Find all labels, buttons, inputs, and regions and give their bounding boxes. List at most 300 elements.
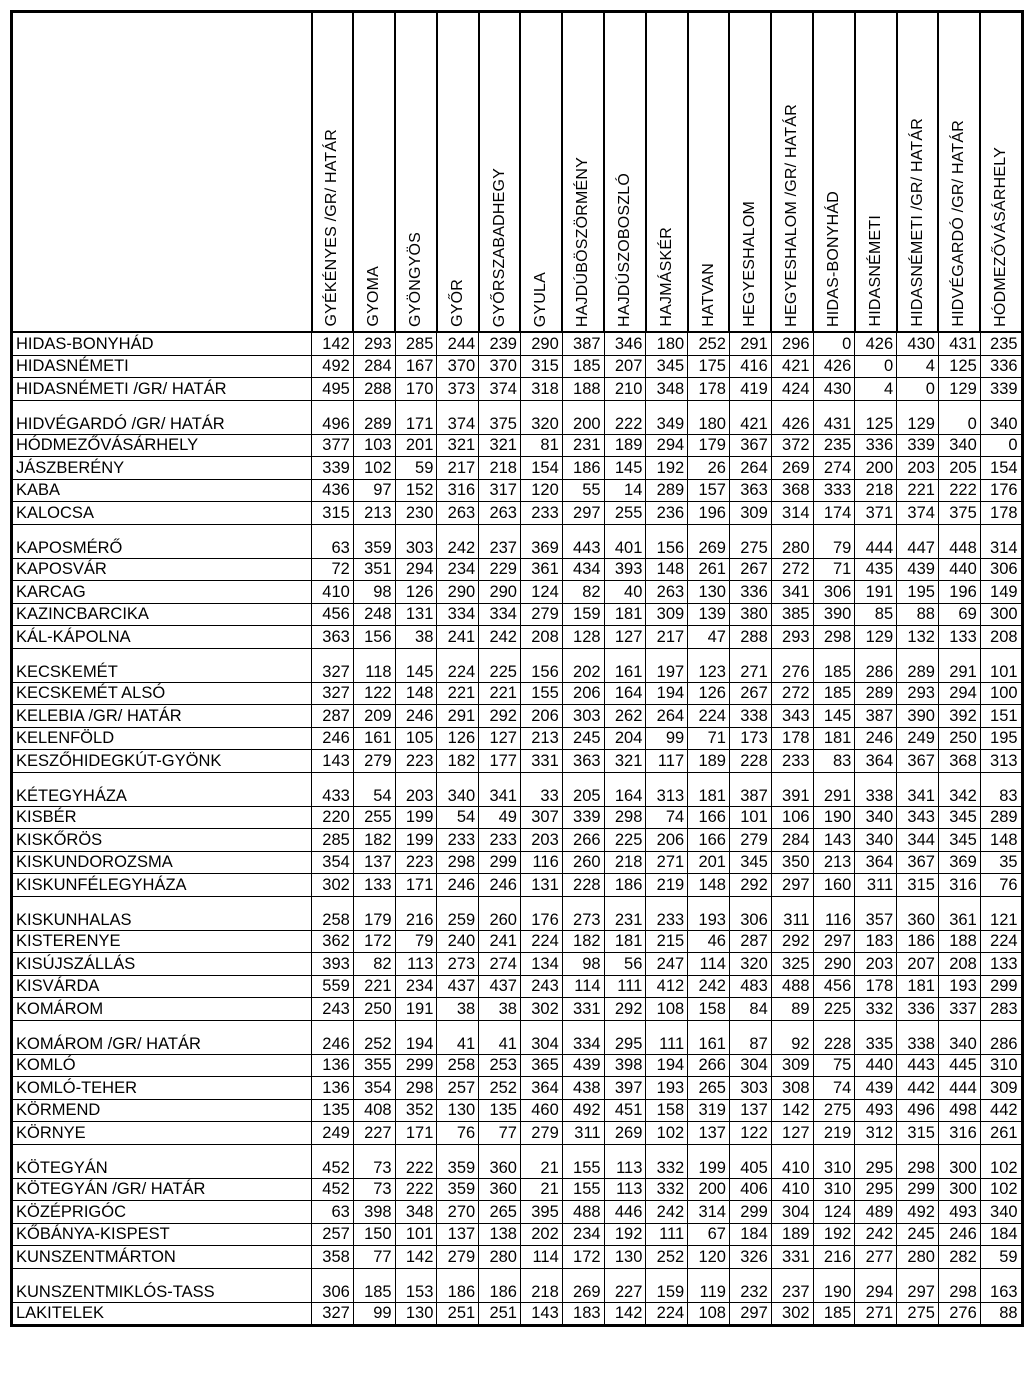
distance-cell: 97 — [353, 479, 395, 502]
distance-cell: 101 — [980, 648, 1022, 682]
distance-cell: 233 — [520, 502, 562, 525]
distance-cell: 191 — [855, 581, 897, 604]
distance-cell: 374 — [479, 378, 521, 401]
column-header-label: HIDASNÉMETI — [866, 215, 884, 327]
station-name-cell: KUNSZENTMIKLÓS-TASS — [12, 1268, 312, 1302]
distance-cell: 270 — [437, 1201, 479, 1224]
distance-cell: 179 — [353, 896, 395, 930]
station-name-cell: KELENFÖLD — [12, 727, 312, 750]
distance-cell: 79 — [813, 524, 855, 558]
distance-cell: 181 — [813, 727, 855, 750]
column-header — [771, 12, 813, 333]
distance-cell: 385 — [771, 603, 813, 626]
distance-cell: 359 — [437, 1178, 479, 1201]
table-row — [12, 1302, 1023, 1326]
distance-cell: 111 — [646, 1223, 688, 1246]
distance-cell: 130 — [604, 1246, 646, 1269]
distance-cell: 359 — [437, 1144, 479, 1178]
distance-cell: 362 — [312, 930, 354, 953]
station-name-cell: KOMÁROM — [12, 998, 312, 1021]
distance-cell: 336 — [980, 355, 1022, 378]
distance-cell: 314 — [688, 1201, 730, 1224]
station-name-cell: KÖTEGYÁN /GR/ HATÁR — [12, 1178, 312, 1201]
distance-cell: 451 — [604, 1099, 646, 1122]
distance-cell: 309 — [771, 1054, 813, 1077]
distance-cell: 338 — [855, 772, 897, 806]
distance-cell: 334 — [562, 1020, 604, 1054]
distance-cell: 21 — [520, 1178, 562, 1201]
distance-cell: 401 — [604, 524, 646, 558]
distance-cell: 408 — [353, 1099, 395, 1122]
distance-cell: 130 — [437, 1099, 479, 1122]
distance-cell: 127 — [604, 626, 646, 649]
distance-cell: 295 — [855, 1178, 897, 1201]
distance-cell: 310 — [813, 1178, 855, 1201]
column-header-label: HEGYESHALOM /GR/ HATÁR — [783, 104, 801, 327]
distance-cell: 102 — [980, 1178, 1022, 1201]
distance-cell: 142 — [771, 1099, 813, 1122]
distance-cell: 298 — [604, 806, 646, 829]
distance-cell: 241 — [479, 930, 521, 953]
distance-cell: 452 — [312, 1178, 354, 1201]
distance-cell: 336 — [897, 998, 939, 1021]
distance-cell: 315 — [520, 355, 562, 378]
distance-cell: 217 — [646, 626, 688, 649]
distance-cell: 242 — [688, 975, 730, 998]
distance-cell: 195 — [980, 727, 1022, 750]
distance-cell: 338 — [729, 705, 771, 728]
distance-cell: 306 — [729, 896, 771, 930]
distance-cell: 416 — [729, 355, 771, 378]
distance-cell: 184 — [729, 1223, 771, 1246]
distance-cell: 426 — [855, 332, 897, 355]
distance-cell: 297 — [562, 502, 604, 525]
distance-cell: 89 — [771, 998, 813, 1021]
column-header-label: HÓDMEZŐVÁSÁRHELY — [991, 147, 1009, 327]
distance-cell: 288 — [729, 626, 771, 649]
distance-cell: 155 — [520, 682, 562, 705]
distance-cell: 272 — [771, 558, 813, 581]
station-name-cell: KISKUNFÉLEGYHÁZA — [12, 874, 312, 897]
distance-cell: 339 — [897, 434, 939, 457]
distance-cell: 185 — [353, 1268, 395, 1302]
column-header-label: HATVAN — [699, 263, 717, 327]
distance-cell: 298 — [897, 1144, 939, 1178]
distance-cell: 186 — [604, 874, 646, 897]
distance-cell: 406 — [729, 1178, 771, 1201]
distance-cell: 128 — [562, 626, 604, 649]
station-name-cell: HIDVÉGARDÓ /GR/ HATÁR — [12, 400, 312, 434]
distance-cell: 101 — [729, 806, 771, 829]
distance-cell: 213 — [353, 502, 395, 525]
distance-cell: 295 — [855, 1144, 897, 1178]
distance-cell: 131 — [395, 603, 437, 626]
distance-cell: 338 — [897, 1020, 939, 1054]
distance-cell: 205 — [562, 772, 604, 806]
distance-cell: 125 — [855, 400, 897, 434]
distance-cell: 126 — [688, 682, 730, 705]
distance-cell: 430 — [813, 378, 855, 401]
distance-cell: 279 — [729, 829, 771, 852]
distance-cell: 158 — [688, 998, 730, 1021]
distance-cell: 368 — [771, 479, 813, 502]
distance-cell: 227 — [604, 1268, 646, 1302]
distance-cell: 395 — [520, 1201, 562, 1224]
distance-cell: 102 — [646, 1122, 688, 1145]
distance-cell: 289 — [980, 806, 1022, 829]
distance-cell: 309 — [729, 502, 771, 525]
distance-cell: 269 — [562, 1268, 604, 1302]
distance-cell: 341 — [479, 772, 521, 806]
distance-cell: 253 — [479, 1054, 521, 1077]
distance-cell: 348 — [646, 378, 688, 401]
distance-cell: 228 — [813, 1020, 855, 1054]
distance-cell: 203 — [897, 457, 939, 480]
distance-cell: 234 — [395, 975, 437, 998]
distance-cell: 299 — [479, 851, 521, 874]
distance-cell: 448 — [938, 524, 980, 558]
distance-cell: 436 — [312, 479, 354, 502]
distance-cell: 303 — [729, 1077, 771, 1100]
distance-cell: 133 — [938, 626, 980, 649]
distance-cell: 440 — [938, 558, 980, 581]
distance-cell: 488 — [562, 1201, 604, 1224]
distance-cell: 121 — [980, 896, 1022, 930]
distance-table — [10, 10, 1024, 1327]
column-header — [897, 12, 939, 333]
distance-cell: 405 — [729, 1144, 771, 1178]
distance-cell: 182 — [353, 829, 395, 852]
distance-cell: 133 — [980, 953, 1022, 976]
distance-cell: 325 — [771, 953, 813, 976]
distance-cell: 242 — [437, 524, 479, 558]
distance-cell: 148 — [688, 874, 730, 897]
distance-cell: 492 — [312, 355, 354, 378]
distance-cell: 456 — [813, 975, 855, 998]
distance-cell: 231 — [604, 896, 646, 930]
distance-cell: 143 — [520, 1302, 562, 1326]
station-name-cell: HIDAS-BONYHÁD — [12, 332, 312, 355]
distance-cell: 339 — [980, 378, 1022, 401]
station-name-cell: KABA — [12, 479, 312, 502]
distance-cell: 113 — [604, 1178, 646, 1201]
distance-cell: 308 — [771, 1077, 813, 1100]
distance-cell: 221 — [437, 682, 479, 705]
distance-cell: 194 — [646, 1054, 688, 1077]
distance-cell: 246 — [437, 874, 479, 897]
column-header — [604, 12, 646, 333]
distance-cell: 161 — [353, 727, 395, 750]
distance-cell: 56 — [604, 953, 646, 976]
distance-cell: 367 — [729, 434, 771, 457]
distance-cell: 219 — [646, 874, 688, 897]
distance-cell: 437 — [479, 975, 521, 998]
distance-cell: 200 — [855, 457, 897, 480]
distance-cell: 374 — [897, 502, 939, 525]
distance-cell: 274 — [813, 457, 855, 480]
distance-cell: 102 — [353, 457, 395, 480]
column-header-row — [12, 12, 1023, 333]
station-name-cell: HÓDMEZŐVÁSÁRHELY — [12, 434, 312, 457]
distance-cell: 559 — [312, 975, 354, 998]
table-row — [12, 1223, 1023, 1246]
distance-cell: 33 — [520, 772, 562, 806]
distance-cell: 300 — [938, 1178, 980, 1201]
distance-cell: 260 — [562, 851, 604, 874]
table-row — [12, 1020, 1023, 1054]
distance-cell: 155 — [562, 1144, 604, 1178]
distance-cell: 132 — [897, 626, 939, 649]
distance-cell: 199 — [395, 806, 437, 829]
distance-cell: 294 — [395, 558, 437, 581]
distance-cell: 219 — [813, 1122, 855, 1145]
distance-cell: 76 — [437, 1122, 479, 1145]
distance-cell: 302 — [520, 998, 562, 1021]
distance-cell: 261 — [688, 558, 730, 581]
distance-cell: 339 — [562, 806, 604, 829]
distance-cell: 387 — [729, 772, 771, 806]
distance-cell: 163 — [980, 1268, 1022, 1302]
distance-cell: 0 — [980, 434, 1022, 457]
distance-cell: 158 — [646, 1099, 688, 1122]
distance-cell: 216 — [813, 1246, 855, 1269]
distance-cell: 49 — [479, 806, 521, 829]
distance-cell: 181 — [604, 603, 646, 626]
distance-cell: 290 — [813, 953, 855, 976]
distance-cell: 292 — [729, 874, 771, 897]
distance-cell: 365 — [520, 1054, 562, 1077]
distance-cell: 136 — [312, 1054, 354, 1077]
table-row — [12, 1099, 1023, 1122]
distance-cell: 290 — [437, 581, 479, 604]
distance-cell: 155 — [562, 1178, 604, 1201]
distance-cell: 161 — [688, 1020, 730, 1054]
distance-cell: 294 — [646, 434, 688, 457]
distance-cell: 38 — [479, 998, 521, 1021]
distance-cell: 191 — [395, 998, 437, 1021]
distance-cell: 160 — [813, 874, 855, 897]
distance-cell: 73 — [353, 1178, 395, 1201]
distance-cell: 279 — [520, 603, 562, 626]
distance-cell: 442 — [897, 1077, 939, 1100]
station-name-cell: KISVÁRDA — [12, 975, 312, 998]
distance-cell: 298 — [938, 1268, 980, 1302]
distance-cell: 290 — [479, 581, 521, 604]
distance-cell: 72 — [312, 558, 354, 581]
distance-cell: 314 — [980, 524, 1022, 558]
distance-cell: 225 — [604, 829, 646, 852]
distance-cell: 129 — [938, 378, 980, 401]
distance-cell: 145 — [604, 457, 646, 480]
distance-cell: 233 — [646, 896, 688, 930]
distance-cell: 426 — [813, 355, 855, 378]
distance-cell: 205 — [938, 457, 980, 480]
distance-cell: 161 — [604, 648, 646, 682]
distance-cell: 437 — [437, 975, 479, 998]
table-row — [12, 1178, 1023, 1201]
distance-cell: 452 — [312, 1144, 354, 1178]
distance-cell: 299 — [897, 1178, 939, 1201]
distance-cell: 303 — [562, 705, 604, 728]
distance-cell: 373 — [437, 378, 479, 401]
distance-cell: 351 — [353, 558, 395, 581]
distance-cell: 272 — [771, 682, 813, 705]
distance-cell: 310 — [980, 1054, 1022, 1077]
distance-cell: 0 — [897, 378, 939, 401]
distance-cell: 239 — [479, 332, 521, 355]
distance-cell: 117 — [646, 750, 688, 773]
distance-cell: 283 — [980, 998, 1022, 1021]
distance-cell: 364 — [855, 750, 897, 773]
distance-cell: 297 — [771, 874, 813, 897]
distance-cell: 264 — [646, 705, 688, 728]
distance-cell: 4 — [897, 355, 939, 378]
distance-cell: 228 — [729, 750, 771, 773]
distance-cell: 309 — [646, 603, 688, 626]
distance-cell: 332 — [646, 1144, 688, 1178]
distance-cell: 217 — [437, 457, 479, 480]
distance-cell: 372 — [771, 434, 813, 457]
distance-cell: 224 — [688, 705, 730, 728]
distance-cell: 149 — [980, 581, 1022, 604]
distance-cell: 275 — [897, 1302, 939, 1326]
distance-cell: 127 — [479, 727, 521, 750]
distance-cell: 164 — [604, 682, 646, 705]
distance-cell: 185 — [813, 682, 855, 705]
distance-cell: 231 — [562, 434, 604, 457]
distance-cell: 443 — [562, 524, 604, 558]
distance-cell: 233 — [771, 750, 813, 773]
distance-cell: 264 — [729, 457, 771, 480]
column-header — [520, 12, 562, 333]
station-name-cell: KÖTEGYÁN — [12, 1144, 312, 1178]
column-header — [980, 12, 1022, 333]
distance-cell: 492 — [897, 1201, 939, 1224]
distance-cell: 258 — [312, 896, 354, 930]
distance-cell: 67 — [688, 1223, 730, 1246]
table-row — [12, 851, 1023, 874]
table-row — [12, 1144, 1023, 1178]
distance-cell: 393 — [604, 558, 646, 581]
distance-cell: 252 — [353, 1020, 395, 1054]
distance-cell: 235 — [813, 434, 855, 457]
distance-cell: 242 — [855, 1223, 897, 1246]
distance-cell: 181 — [604, 930, 646, 953]
distance-cell: 349 — [646, 400, 688, 434]
distance-cell: 116 — [520, 851, 562, 874]
table-row — [12, 772, 1023, 806]
distance-cell: 40 — [604, 581, 646, 604]
distance-cell: 224 — [980, 930, 1022, 953]
column-header — [729, 12, 771, 333]
distance-cell: 194 — [646, 682, 688, 705]
distance-cell: 99 — [353, 1302, 395, 1326]
distance-cell: 222 — [395, 1144, 437, 1178]
distance-cell: 246 — [855, 727, 897, 750]
distance-cell: 313 — [980, 750, 1022, 773]
distance-cell: 101 — [395, 1223, 437, 1246]
distance-cell: 208 — [520, 626, 562, 649]
distance-cell: 354 — [353, 1077, 395, 1100]
distance-cell: 286 — [855, 648, 897, 682]
distance-cell: 275 — [729, 524, 771, 558]
column-header — [395, 12, 437, 333]
distance-cell: 148 — [646, 558, 688, 581]
distance-cell: 182 — [437, 750, 479, 773]
distance-cell: 440 — [855, 1054, 897, 1077]
table-row — [12, 1077, 1023, 1100]
distance-cell: 255 — [353, 806, 395, 829]
distance-cell: 199 — [395, 829, 437, 852]
distance-cell: 280 — [479, 1246, 521, 1269]
distance-cell: 38 — [395, 626, 437, 649]
distance-cell: 285 — [395, 332, 437, 355]
distance-cell: 315 — [897, 1122, 939, 1145]
distance-cell: 271 — [855, 1302, 897, 1326]
distance-cell: 292 — [479, 705, 521, 728]
distance-cell: 439 — [562, 1054, 604, 1077]
distance-cell: 334 — [479, 603, 521, 626]
distance-cell: 207 — [604, 355, 646, 378]
table-row — [12, 727, 1023, 750]
distance-cell: 339 — [312, 457, 354, 480]
table-row — [12, 829, 1023, 852]
station-name-cell: KISTERENYE — [12, 930, 312, 953]
distance-cell: 387 — [562, 332, 604, 355]
distance-cell: 302 — [312, 874, 354, 897]
table-row — [12, 930, 1023, 953]
distance-cell: 374 — [437, 400, 479, 434]
station-name-cell: KÖZÉPRIGÓC — [12, 1201, 312, 1224]
distance-cell: 122 — [353, 682, 395, 705]
station-name-cell: KUNSZENTMÁRTON — [12, 1246, 312, 1269]
distance-cell: 410 — [771, 1178, 813, 1201]
distance-cell: 358 — [312, 1246, 354, 1269]
station-name-cell: KISÚJSZÁLLÁS — [12, 953, 312, 976]
distance-cell: 245 — [562, 727, 604, 750]
distance-cell: 228 — [562, 874, 604, 897]
station-name-cell: KELEBIA /GR/ HATÁR — [12, 705, 312, 728]
distance-cell: 159 — [646, 1268, 688, 1302]
distance-cell: 41 — [437, 1020, 479, 1054]
table-row — [12, 705, 1023, 728]
distance-cell: 210 — [604, 378, 646, 401]
distance-cell: 200 — [688, 1178, 730, 1201]
station-name-cell: HIDASNÉMETI /GR/ HATÁR — [12, 378, 312, 401]
distance-cell: 336 — [855, 434, 897, 457]
distance-cell: 250 — [353, 998, 395, 1021]
distance-cell: 354 — [312, 851, 354, 874]
distance-cell: 200 — [562, 400, 604, 434]
distance-cell: 207 — [897, 953, 939, 976]
table-row — [12, 975, 1023, 998]
distance-cell: 203 — [520, 829, 562, 852]
distance-cell: 137 — [353, 851, 395, 874]
distance-cell: 186 — [437, 1268, 479, 1302]
distance-cell: 277 — [855, 1246, 897, 1269]
distance-cell: 284 — [353, 355, 395, 378]
column-header-label: HIDAS-BONYHÁD — [824, 191, 842, 327]
column-header-label: HEGYESHALOM — [741, 201, 759, 327]
distance-cell: 315 — [897, 874, 939, 897]
distance-cell: 171 — [395, 400, 437, 434]
distance-cell: 181 — [897, 975, 939, 998]
distance-cell: 82 — [353, 953, 395, 976]
distance-cell: 298 — [813, 626, 855, 649]
table-row — [12, 648, 1023, 682]
distance-cell: 306 — [312, 1268, 354, 1302]
distance-cell: 35 — [980, 851, 1022, 874]
